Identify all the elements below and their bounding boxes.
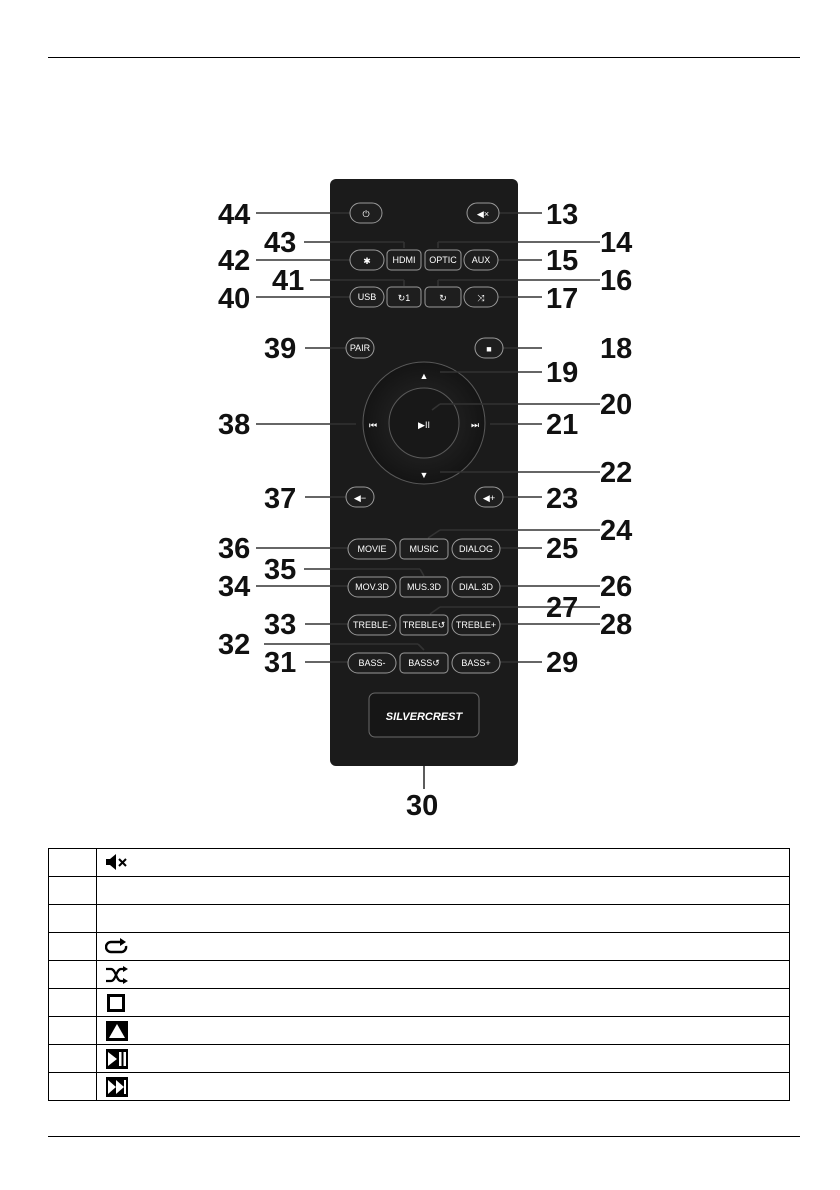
callout-30: 30	[406, 790, 439, 822]
dialog-label: DIALOG	[458, 544, 494, 554]
hdmi-label: HDMI	[392, 255, 416, 265]
shuffle-icon	[105, 965, 129, 985]
callout-20: 20	[600, 389, 633, 421]
callout-37: 37	[264, 483, 297, 515]
callout-13: 13	[546, 199, 579, 231]
callout-32: 32	[218, 629, 251, 661]
optic-label: OPTIC	[429, 255, 457, 265]
callout-29: 29	[546, 647, 579, 679]
callout-14: 14	[600, 227, 633, 259]
table-row	[49, 1073, 790, 1101]
callout-39: 39	[264, 333, 297, 365]
callout-23: 23	[546, 483, 579, 515]
callout-22: 22	[600, 457, 633, 489]
repeat-icon: ↻	[439, 293, 447, 303]
callout-27: 27	[546, 592, 579, 624]
bass-reset-label: BASS↺	[408, 658, 440, 668]
bass-plus-label: BASS+	[461, 658, 491, 668]
bluetooth-icon: ✱	[363, 256, 371, 266]
movie-label: MOVIE	[357, 544, 387, 554]
music-label: MUSIC	[409, 544, 439, 554]
callout-26: 26	[600, 571, 633, 603]
callout-28: 28	[600, 609, 633, 641]
table-row	[49, 877, 790, 905]
power-icon: ⏻	[362, 209, 370, 219]
treble-plus-label: TREBLE+	[455, 620, 497, 630]
table-row	[49, 849, 790, 877]
table-row	[49, 961, 790, 989]
table-row	[49, 1017, 790, 1045]
volume-down-icon: ◀−	[353, 493, 367, 503]
mute-icon: ◀×	[476, 209, 490, 219]
down-arrow-icon[interactable]: ▼	[419, 470, 429, 480]
play-pause-icon	[105, 1049, 129, 1069]
callout-42: 42	[218, 245, 251, 277]
play-pause-icon: ▶II	[418, 420, 430, 430]
callout-43: 43	[264, 227, 297, 259]
legend-table	[48, 848, 790, 1101]
callout-21: 21	[546, 409, 579, 441]
callout-18: 18	[600, 333, 633, 365]
repeat-icon	[105, 937, 129, 957]
callout-19: 19	[546, 357, 579, 389]
treble-reset-label: TREBLE↺	[402, 620, 446, 630]
table-row	[49, 989, 790, 1017]
stop-icon: ■	[486, 344, 492, 354]
repeat-one-icon: ↻1	[397, 293, 411, 303]
callout-15: 15	[546, 245, 579, 277]
usb-label: USB	[357, 292, 377, 302]
callout-35: 35	[264, 554, 297, 586]
callout-16: 16	[600, 265, 633, 297]
table-row	[49, 905, 790, 933]
callout-38: 38	[218, 409, 251, 441]
up-arrow-icon[interactable]: ▲	[419, 371, 429, 381]
callout-36: 36	[218, 533, 251, 565]
mute-icon	[105, 853, 129, 871]
up-arrow-icon	[105, 1021, 129, 1041]
table-row	[49, 1045, 790, 1073]
aux-label: AUX	[471, 255, 491, 265]
callout-40: 40	[218, 283, 251, 315]
next-icon	[105, 1077, 129, 1097]
callout-41: 41	[272, 265, 305, 297]
callout-34: 34	[218, 571, 251, 603]
callout-24: 24	[600, 515, 633, 547]
callout-31: 31	[264, 647, 297, 679]
callout-33: 33	[264, 609, 297, 641]
bass-minus-label: BASS-	[358, 658, 386, 668]
previous-icon[interactable]: ⏮	[368, 420, 378, 430]
callout-25: 25	[546, 533, 579, 565]
treble-minus-label: TREBLE-	[352, 620, 392, 630]
pair-label: PAIR	[349, 343, 371, 353]
table-row	[49, 933, 790, 961]
movie-3d-label: MOV.3D	[355, 582, 389, 592]
next-icon[interactable]: ⏭	[470, 420, 480, 430]
dialog-3d-label: DIAL.3D	[458, 582, 494, 592]
callout-17: 17	[546, 283, 579, 315]
music-3d-label: MUS.3D	[406, 582, 442, 592]
footer-rule	[48, 1136, 800, 1137]
shuffle-icon: ⤨	[477, 293, 485, 303]
stop-icon	[105, 993, 129, 1013]
callout-44: 44	[218, 199, 251, 231]
volume-up-icon: ◀+	[482, 493, 496, 503]
brand-logo: SILVERCREST	[385, 711, 463, 723]
